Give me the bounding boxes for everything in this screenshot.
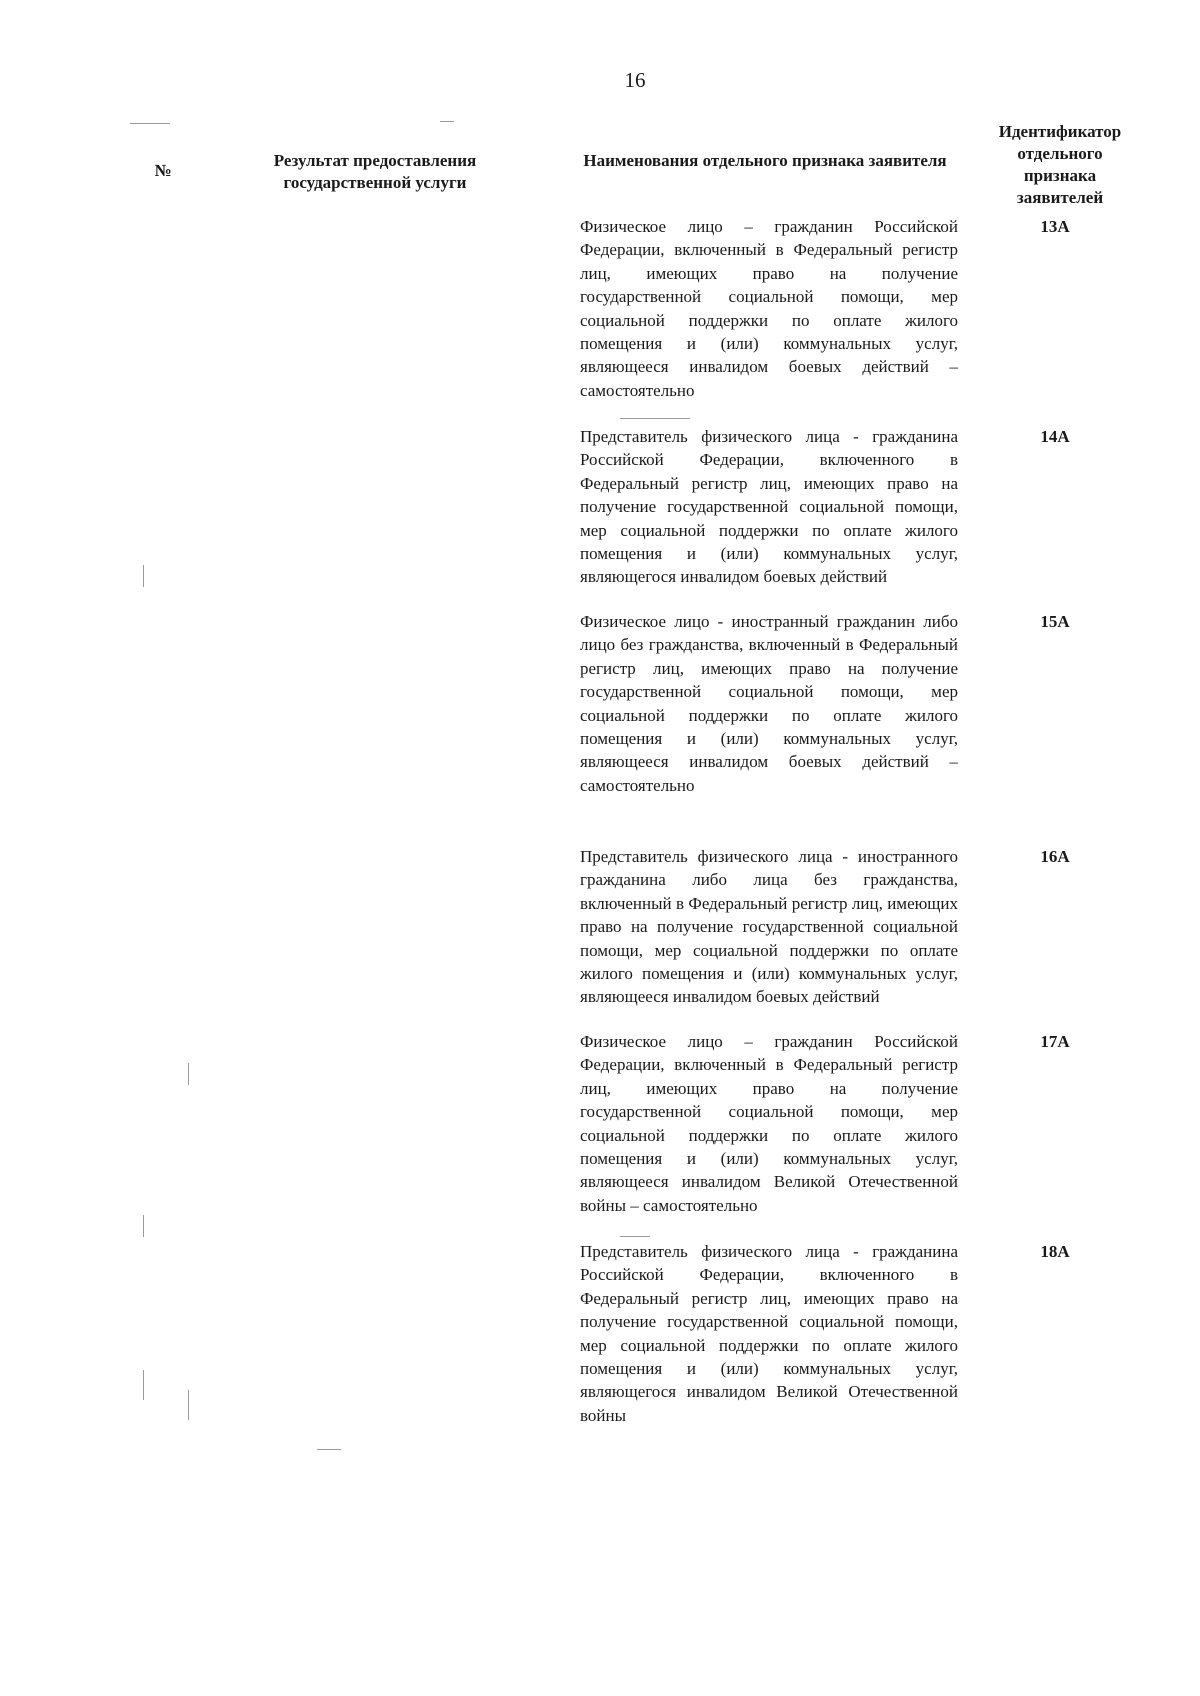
scan-artifact xyxy=(188,1390,189,1420)
row-14a-description: Представитель физического лица - гражданина Российской Федерации, включенного в Федеральный регистр лиц, имеющих право на получение государственной социальной помощи, мер социальной поддержки по оплате жилого помещения и (или) коммунальных услуг, являющегося инвалидом боевых действий xyxy=(580,427,958,587)
row-15a-description: Физическое лицо - иностранный гражданин либо лицо без гражданства, включенный в Федеральный регистр лиц, имеющих право на получение государственной социальной помощи, мер социальной поддержки по оплате жилого помещения и (или) коммунальных услуг, являющееся инвалидом боевых действий – самостоятельно xyxy=(580,612,958,795)
row-13a-description: Физическое лицо – гражданин Российской Федерации, включенный в Федеральный регистр лиц, имеющих право на получение государственной социальной помощи, мер социальной поддержки по оплате жилого помещения и (или) коммунальных услуг, являющееся инвалидом боевых действий – самостоятельно xyxy=(580,217,958,400)
scan-artifact xyxy=(143,1215,144,1237)
header-feature-identifier: Идентификатор отдельного признака заявителей xyxy=(998,122,1122,207)
scan-artifact xyxy=(130,123,170,124)
scan-artifact xyxy=(440,121,454,122)
row-15a-identifier: 15А xyxy=(1040,612,1070,631)
header-result: Результат предоставления государственной услуги xyxy=(273,151,477,192)
header-number: № xyxy=(154,161,172,180)
row-13a-identifier: 13А xyxy=(1040,217,1070,236)
row-14a-identifier: 14А xyxy=(1040,427,1070,446)
scan-artifact xyxy=(620,418,690,419)
scan-artifact xyxy=(317,1449,341,1450)
row-16a-identifier: 16А xyxy=(1040,847,1070,866)
row-18a-description: Представитель физического лица - гражданина Российской Федерации, включенного в Федеральный регистр лиц, имеющих право на получение государственной социальной помощи, мер социальной поддержки по оплате жилого помещения и (или) коммунальных услуг, являющегося инвалидом Великой Отечественной войны xyxy=(580,1242,958,1425)
scan-artifact xyxy=(143,565,144,587)
row-16a-description: Представитель физического лица - иностранного гражданина либо лица без гражданства, включенный в Федеральный регистр лиц, имеющих право на получение государственной социальной помощи, мер социальной поддержки по оплате жилого помещения и (или) коммунальных услуг, являющееся инвалидом боевых действий xyxy=(580,847,958,1007)
scan-artifact xyxy=(143,1370,144,1400)
row-17a-description: Физическое лицо – гражданин Российской Федерации, включенный в Федеральный регистр лиц, имеющих право на получение государственной социальной помощи, мер социальной поддержки по оплате жилого помещения и (или) коммунальных услуг, являющееся инвалидом Великой Отечественной войны – самостоятельно xyxy=(580,1032,958,1215)
page-number: 16 xyxy=(624,68,646,92)
scan-artifact xyxy=(620,1236,650,1237)
header-applicant-feature-name: Наименования отдельного признака заявителя xyxy=(583,151,947,170)
scan-artifact xyxy=(188,1063,189,1085)
row-17a-identifier: 17А xyxy=(1040,1032,1070,1051)
row-18a-identifier: 18А xyxy=(1040,1242,1070,1261)
